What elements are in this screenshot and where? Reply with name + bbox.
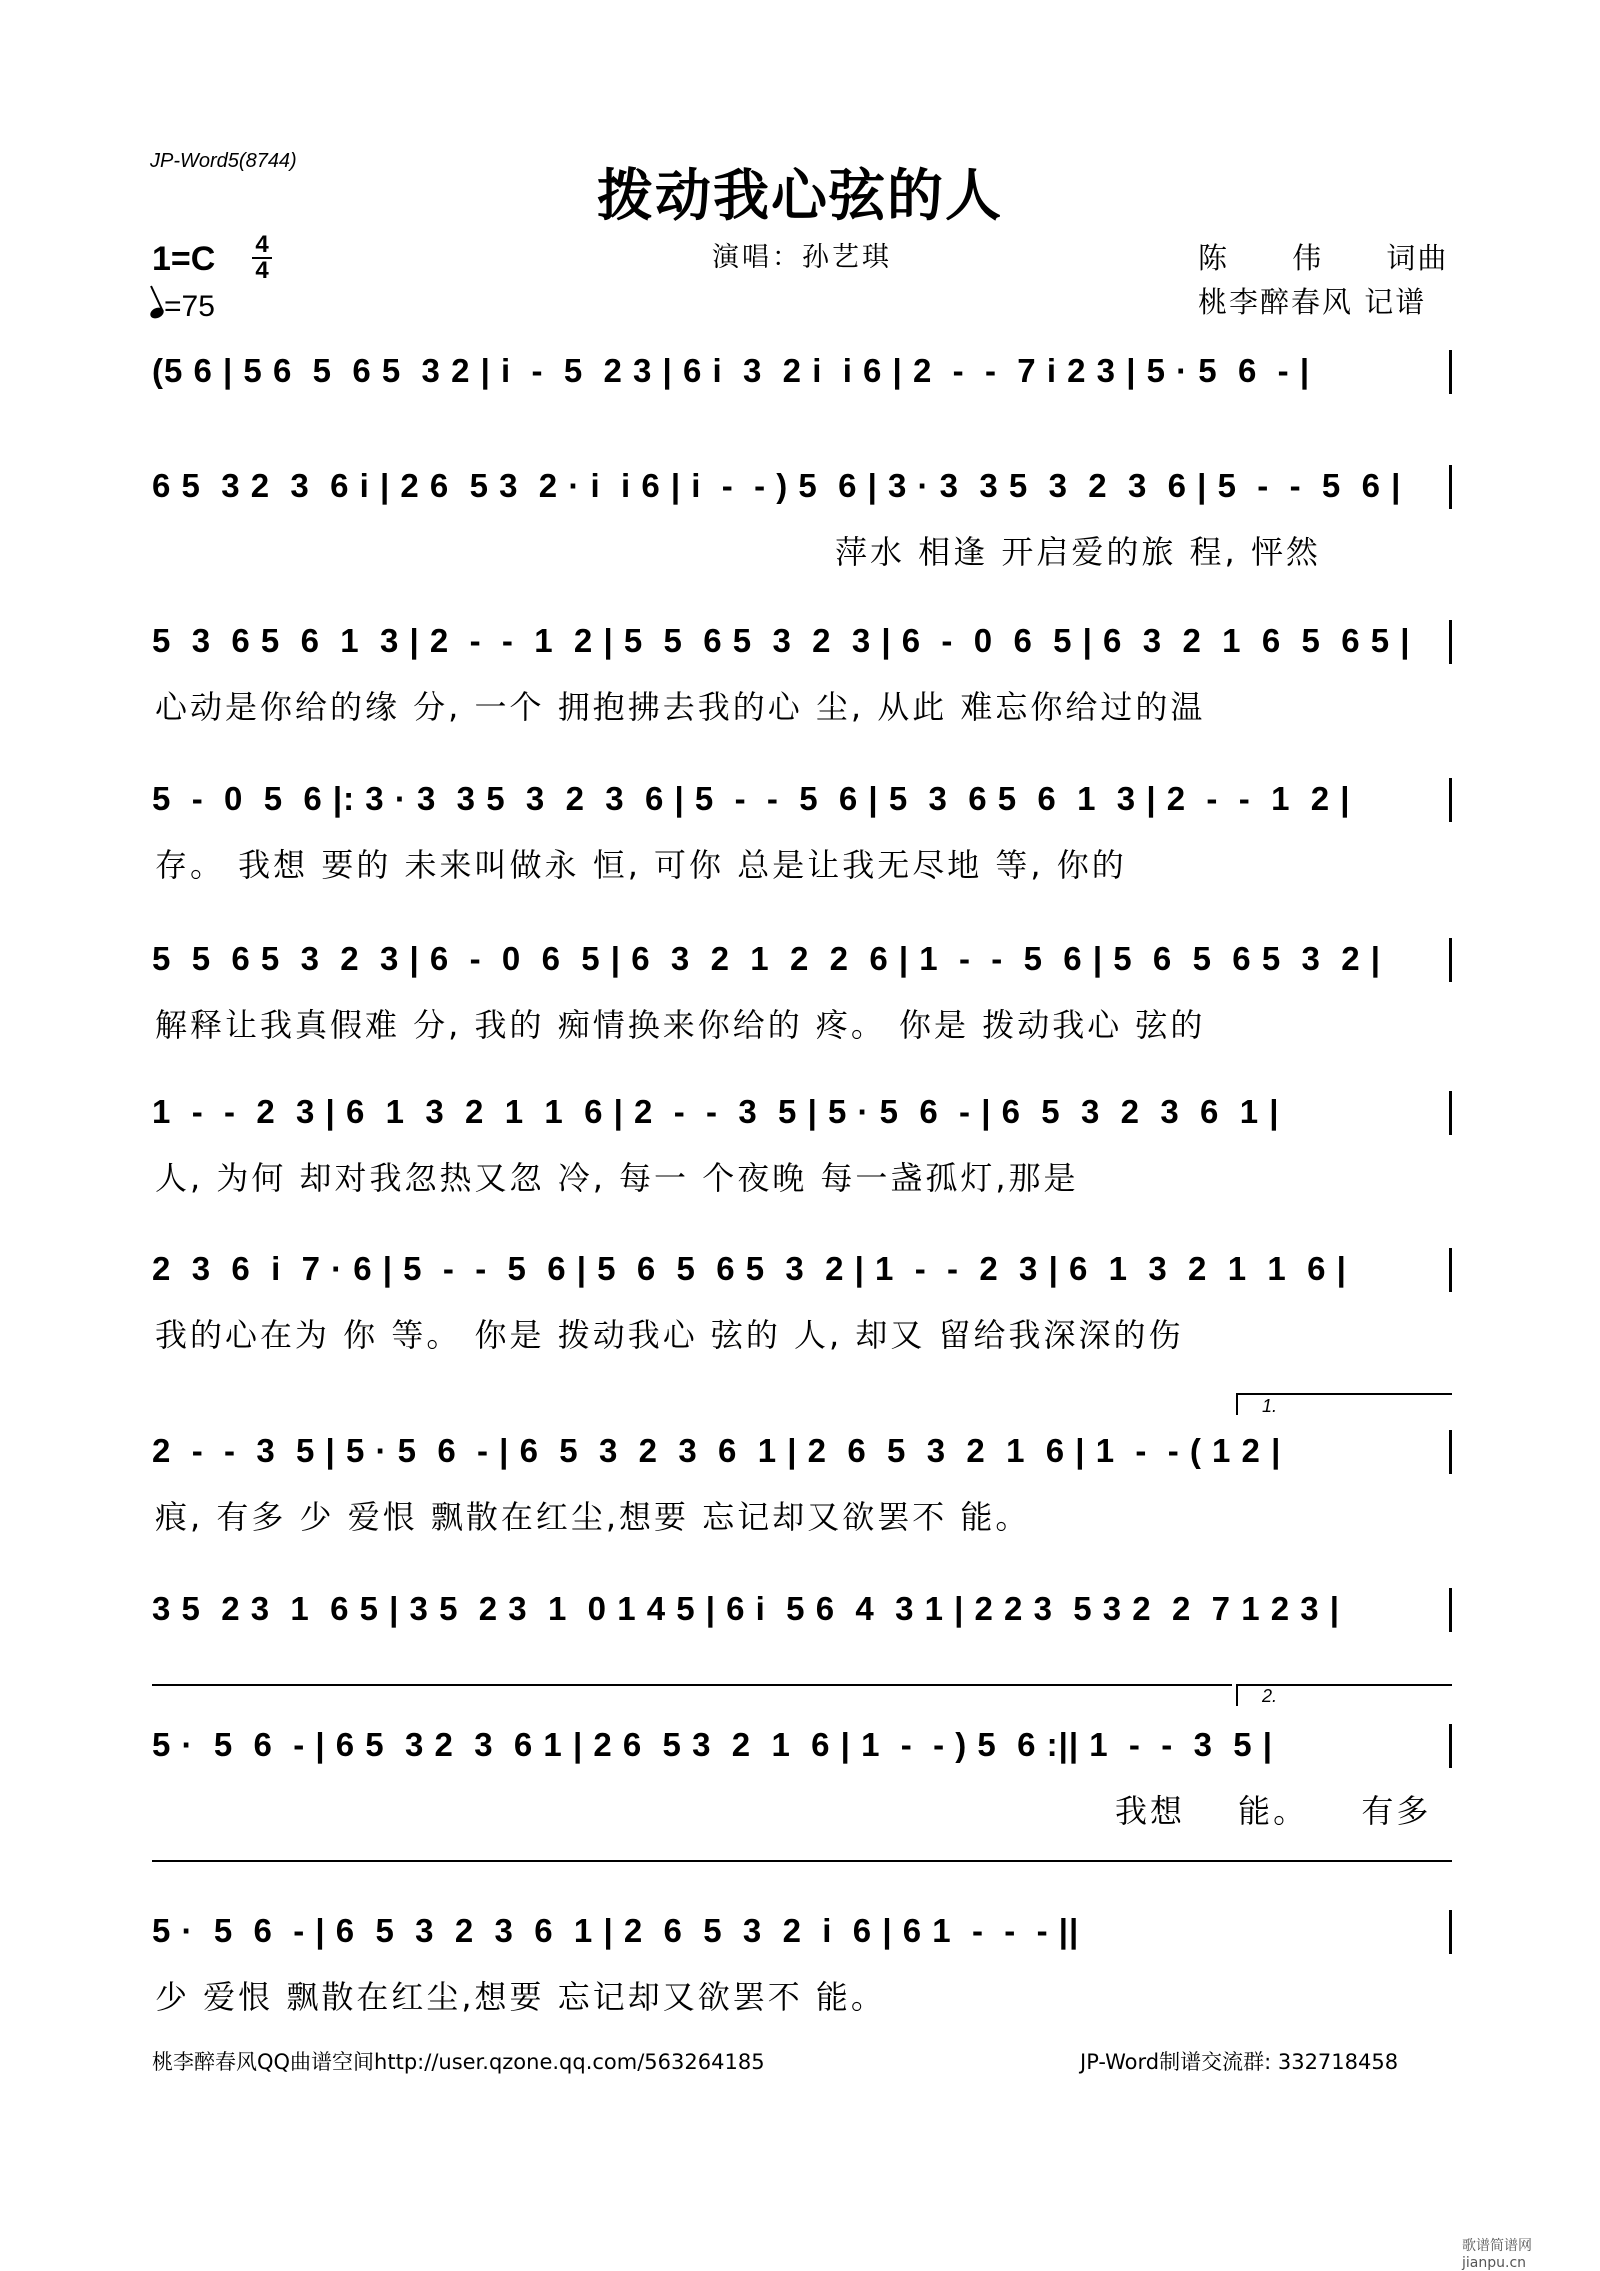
volta-label-first: 1. xyxy=(1262,1396,1278,1416)
lyrics-row: 心动是你给的缘 分, 一个 拥抱拂去我的心 尘, 从此 难忘你给过的温 xyxy=(155,688,1206,726)
lyrics-row: 痕, 有多 少 爱恨 飘散在红尘,想要 忘记却又欲罢不 能。 xyxy=(155,1498,1031,1536)
notes-row: 5 - 0 5 6 |: 3 · 3 3 5 3 2 3 6 | 5 - - 5 6 | 5 3 6 5 6 1 3 | 2 - - 1 2 | xyxy=(152,780,1351,817)
bar-line xyxy=(1449,350,1452,394)
transcriber-credit: 桃李醉春风 记谱 xyxy=(1198,285,1427,319)
tempo-marking xyxy=(150,290,215,324)
software-label: JP-Word5(8744) xyxy=(150,150,297,172)
meter-top: 4 xyxy=(255,231,269,258)
notes-row: 2 - - 3 5 | 5 · 5 6 - | 6 5 3 2 3 6 1 | 2 6 5 3 2 1 6 | 1 - - ( 1 2 | xyxy=(152,1432,1282,1469)
notes-row: 5 · 5 6 - | 6 5 3 2 3 6 1 | 2 6 5 3 2 i 6 | 6 1 - - - || xyxy=(152,1912,1080,1949)
lyrics-row: 解释让我真假难 分, 我的 痴情换来你给的 疼。 你是 拨动我心 弦的 xyxy=(155,1006,1206,1044)
footer-group-info: JP-Word制谱交流群: 332718458 xyxy=(1080,2050,1399,2074)
footer-qzone-link[interactable]: 桃李醉春风QQ曲谱空间http://user.qzone.qq.com/563264185 xyxy=(152,2050,765,2074)
bar-line xyxy=(1449,465,1452,509)
lyrics-row: 我的心在为 你 等。 你是 拨动我心 弦的 人, 却又 留给我深深的伤 xyxy=(155,1316,1184,1354)
bar-line xyxy=(1449,1910,1452,1954)
notes-row: 5 3 6 5 6 1 3 | 2 - - 1 2 | 5 5 6 5 3 2 3 | 6 - 0 6 5 | 6 3 2 1 6 5 6 5 | xyxy=(152,622,1411,659)
notes-row: 2 3 6 i 7 · 6 | 5 - - 5 6 | 5 6 5 6 5 3 2 | 1 - - 2 3 | 6 1 3 2 1 1 6 | xyxy=(152,1250,1347,1287)
notes-row: 1 - - 2 3 | 6 1 3 2 1 1 6 | 2 - - 3 5 | 5 · 5 6 - | 6 5 3 2 3 6 1 | xyxy=(152,1093,1280,1130)
key-signature: 1=C xyxy=(152,240,216,278)
volta-label-second: 2. xyxy=(1262,1686,1278,1706)
meter-bottom: 4 xyxy=(255,257,269,284)
bar-line xyxy=(1449,1091,1452,1135)
notes-row: 5 · 5 6 - | 6 5 3 2 3 6 1 | 2 6 5 3 2 1 6 | 1 - - ) 5 6 :|| 1 - - 3 5 | xyxy=(152,1726,1274,1763)
notes-row: 3 5 2 3 1 6 5 | 3 5 2 3 1 0 1 4 5 | 6 i 5 6 4 3 1 | 2 2 3 5 3 2 2 7 1 2 3 | xyxy=(152,1590,1341,1627)
repeat-span-line xyxy=(152,1684,1232,1686)
lyrics-row: 萍水 相逢 开启爱的旅 程, 怦然 xyxy=(835,533,1321,571)
bar-line xyxy=(1449,778,1452,822)
lyrics-row: 人, 为何 却对我忽热又忽 冷, 每一 个夜晚 每一盏孤灯,那是 xyxy=(155,1159,1079,1197)
bar-line xyxy=(1449,620,1452,664)
notes-row: 5 5 6 5 3 2 3 | 6 - 0 6 5 | 6 3 2 1 2 2 6 | 1 - - 5 6 | 5 6 5 6 5 3 2 | xyxy=(152,940,1381,977)
time-signature xyxy=(252,231,272,284)
singer-credit: 演唱：孙艺琪 xyxy=(712,242,892,273)
bar-line xyxy=(1449,1430,1452,1474)
quarter-note-icon xyxy=(149,306,166,321)
lyrics-row: 我想 能。 有多 xyxy=(1115,1792,1432,1830)
bar-line xyxy=(1449,1724,1452,1768)
notes-row: (5 6 | 5 6 5 6 5 3 2 | i - 5 2 3 | 6 i 3 2 i i 6 | 2 - - 7 i 2 3 | 5 · 5 6 - | xyxy=(152,352,1311,389)
bar-line xyxy=(1449,1248,1452,1292)
song-title: 拨动我心弦的人 xyxy=(597,164,1003,229)
bar-line xyxy=(1449,938,1452,982)
composer-credit: 陈 伟 词曲 xyxy=(1198,241,1449,275)
lyrics-row: 少 爱恨 飘散在红尘,想要 忘记却又欲罢不 能。 xyxy=(155,1978,886,2016)
tempo-value: =75 xyxy=(164,290,215,323)
ending-span-line xyxy=(152,1860,1452,1862)
bar-line xyxy=(1449,1588,1452,1632)
lyrics-row: 存。 我想 要的 未来叫做永 恒, 可你 总是让我无尽地 等, 你的 xyxy=(155,846,1127,884)
site-watermark: 歌谱简谱网 jianpu.cn xyxy=(1462,2238,1532,2271)
notes-row: 6 5 3 2 3 6 i | 2 6 5 3 2 · i i 6 | i - - ) 5 6 | 3 · 3 3 5 3 2 3 6 | 5 - - 5 6 | xyxy=(152,467,1402,504)
